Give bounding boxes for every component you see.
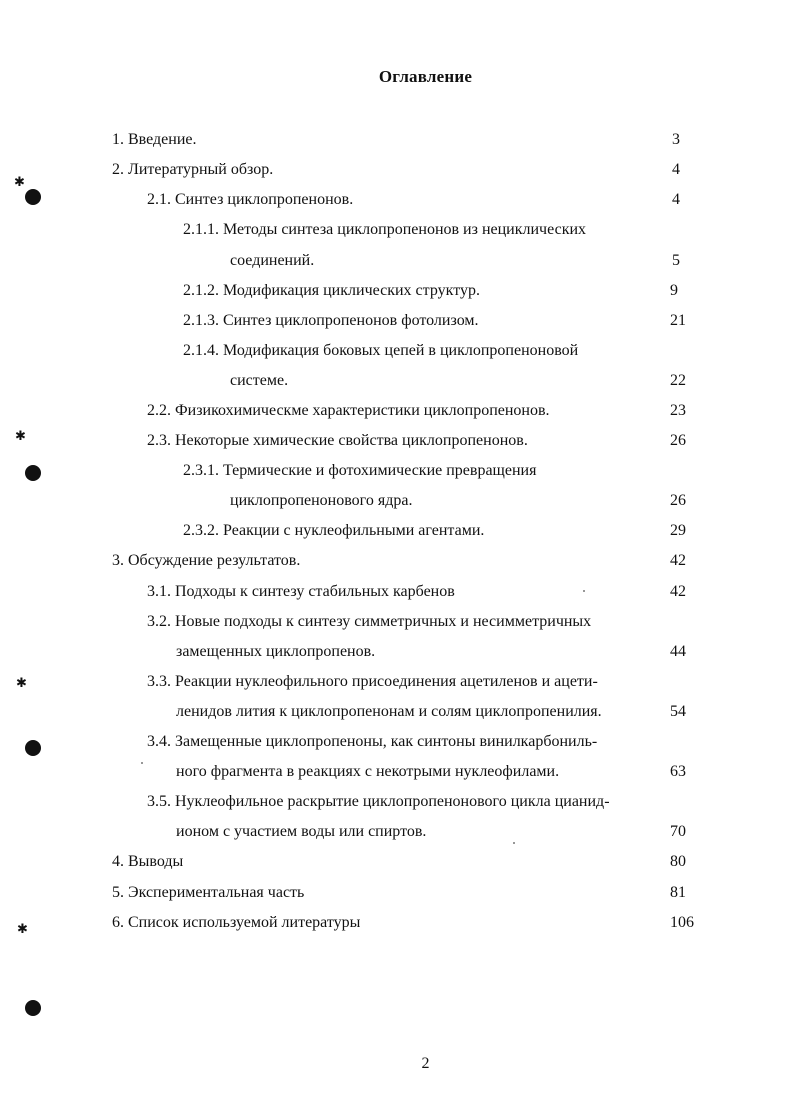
toc-page-1: 3	[672, 131, 680, 148]
toc-entry-3-2: 3.2. Новые подходы к синтезу симметричных и несимметричных	[147, 613, 592, 630]
toc-entry-2-3-1-cont: циклопропенонового ядра.	[230, 492, 413, 509]
toc-entry-3-1: 3.1. Подходы к синтезу стабильных карбенов	[147, 583, 455, 600]
binder-hole-icon	[25, 1000, 41, 1016]
toc-entry-6: 6. Список используемой литературы	[112, 914, 361, 931]
toc-entry-2-3: 2.3. Некоторые химические свойства циклопропенонов.	[147, 432, 528, 449]
toc-entry-2: 2. Литературный обзор.	[112, 161, 274, 178]
binder-hole-icon	[25, 740, 41, 756]
scan-speck	[583, 590, 585, 592]
toc-page-3-1: 42	[670, 583, 686, 600]
scan-speck	[513, 842, 515, 844]
page-title: Оглавление	[378, 67, 473, 86]
toc-entry-2-3-2: 2.3.2. Реакции с нуклеофильными агентами.	[183, 522, 485, 539]
toc-entry-2-1: 2.1. Синтез циклопропенонов.	[147, 191, 354, 208]
toc-page-2-3-2: 29	[670, 522, 686, 539]
toc-entry-4: 4. Выводы	[112, 853, 184, 870]
toc-entry-3-4: 3.4. Замещенные циклопропеноны, как синтоны винилкарбониль-	[147, 733, 598, 750]
toc-entry-2-1-1-cont: соединений.	[230, 252, 315, 269]
toc-page-6: 106	[670, 914, 694, 931]
toc-page-3-4: 63	[670, 763, 686, 780]
toc-page-2-2: 23	[670, 402, 686, 419]
toc-entry-5: 5. Экспериментальная часть	[112, 884, 305, 901]
toc-page-4: 80	[670, 853, 686, 870]
scan-mark-icon: ✱	[16, 676, 27, 691]
scan-mark-icon: ✱	[15, 429, 26, 444]
binder-hole-icon	[25, 189, 41, 205]
toc-entry-3: 3. Обсуждение результатов.	[112, 552, 301, 569]
toc-page-5: 81	[670, 884, 686, 901]
toc-page-2-1: 4	[672, 191, 680, 208]
page-number: 2	[421, 1055, 430, 1072]
toc-entry-3-5-cont: ионом с участием воды или спиртов.	[176, 823, 427, 840]
toc-page-2-3: 26	[670, 432, 686, 449]
toc-entry-2-1-3: 2.1.3. Синтез циклопропенонов фотолизом.	[183, 312, 479, 329]
toc-page-2-1-4: 22	[670, 372, 686, 389]
toc-entry-3-2-cont: замещенных циклопропенов.	[176, 643, 376, 660]
toc-entry-2-1-1: 2.1.1. Методы синтеза циклопропенонов из нециклических	[183, 221, 587, 238]
toc-entry-3-3-cont: ленидов лития к циклопропенонам и солям циклопропенилия.	[176, 703, 602, 720]
binder-hole-icon	[25, 465, 41, 481]
toc-page-2: 4	[672, 161, 680, 178]
toc-page-3-3: 54	[670, 703, 686, 720]
toc-entry-3-4-cont: ного фрагмента в реакциях с некотрыми нуклеофилами.	[176, 763, 560, 780]
toc-entry-2-1-4-cont: системе.	[230, 372, 289, 389]
toc-entry-2-3-1: 2.3.1. Термические и фотохимические превращения	[183, 462, 537, 479]
toc-page-3-2: 44	[670, 643, 686, 660]
toc-page-3: 42	[670, 552, 686, 569]
toc-page-2-1-1: 5	[672, 252, 680, 269]
scan-speck	[141, 762, 143, 764]
toc-entry-2-1-2: 2.1.2. Модификация циклических структур.	[183, 282, 480, 299]
toc-page-3-5: 70	[670, 823, 686, 840]
toc-page-2-3-1: 26	[670, 492, 686, 509]
toc-entry-1: 1. Введение.	[112, 131, 197, 148]
toc-page-2-1-3: 21	[670, 312, 686, 329]
toc-entry-2-1-4: 2.1.4. Модификация боковых цепей в циклопропеноновой	[183, 342, 579, 359]
toc-page-2-1-2: 9	[670, 282, 678, 299]
toc-entry-2-2: 2.2. Физикохимическме характеристики циклопропенонов.	[147, 402, 550, 419]
scan-mark-icon: ✱	[14, 175, 25, 190]
toc-entry-3-5: 3.5. Нуклеофильное раскрытие циклопропенонового цикла цианид-	[147, 793, 610, 810]
scan-mark-icon: ✱	[17, 922, 28, 937]
toc-entry-3-3: 3.3. Реакции нуклеофильного присоединения ацетиленов и ацети-	[147, 673, 598, 690]
